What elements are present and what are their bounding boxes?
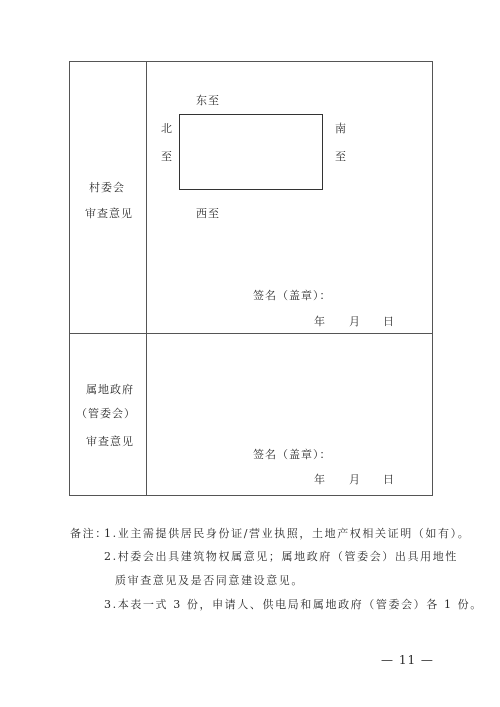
east-boundary-label: 东至 <box>196 94 220 107</box>
note-item-2-line-2: 质审查意见及是否同意建设意见。 <box>115 574 304 587</box>
village-committee-label: 村委会 <box>89 181 125 194</box>
government-date-month: 月 <box>349 473 361 486</box>
notes-prefix: 备注： <box>70 527 108 540</box>
village-review-label: 审查意见 <box>85 207 133 220</box>
local-government-label: 属地政府 <box>86 383 134 396</box>
village-date-month: 月 <box>349 315 361 328</box>
village-date-day: 日 <box>383 315 395 328</box>
note-item-1: 1.业主需提供居民身份证/营业执照，土地产权相关证明（如有）。 <box>104 527 471 540</box>
government-signature-label: 签名（盖章）： <box>253 448 332 461</box>
table-column-divider <box>146 61 147 495</box>
management-committee-label: （管委会） <box>76 407 136 420</box>
land-plot-sketch-box[interactable] <box>179 114 323 190</box>
west-boundary-label: 西至 <box>196 207 220 220</box>
south-boundary-label-2: 至 <box>335 150 347 163</box>
village-date-year: 年 <box>314 315 326 328</box>
government-review-label: 审查意见 <box>86 435 134 448</box>
government-date-day: 日 <box>383 473 395 486</box>
north-boundary-label-2: 至 <box>161 150 173 163</box>
note-item-3: 3.本表一式 3 份，申请人、供电局和属地政府（管委会）各 1 份。 <box>104 598 483 611</box>
government-date-year: 年 <box>314 473 326 486</box>
south-boundary-label-1: 南 <box>335 122 347 135</box>
note-item-2-line-1: 2.村委会出具建筑物权属意见；属地政府（管委会）出具用地性 <box>104 550 458 563</box>
table-row-divider <box>69 333 432 334</box>
north-boundary-label-1: 北 <box>161 122 173 135</box>
page-number: — 11 — <box>381 653 434 667</box>
village-signature-label: 签名（盖章）： <box>253 289 332 302</box>
